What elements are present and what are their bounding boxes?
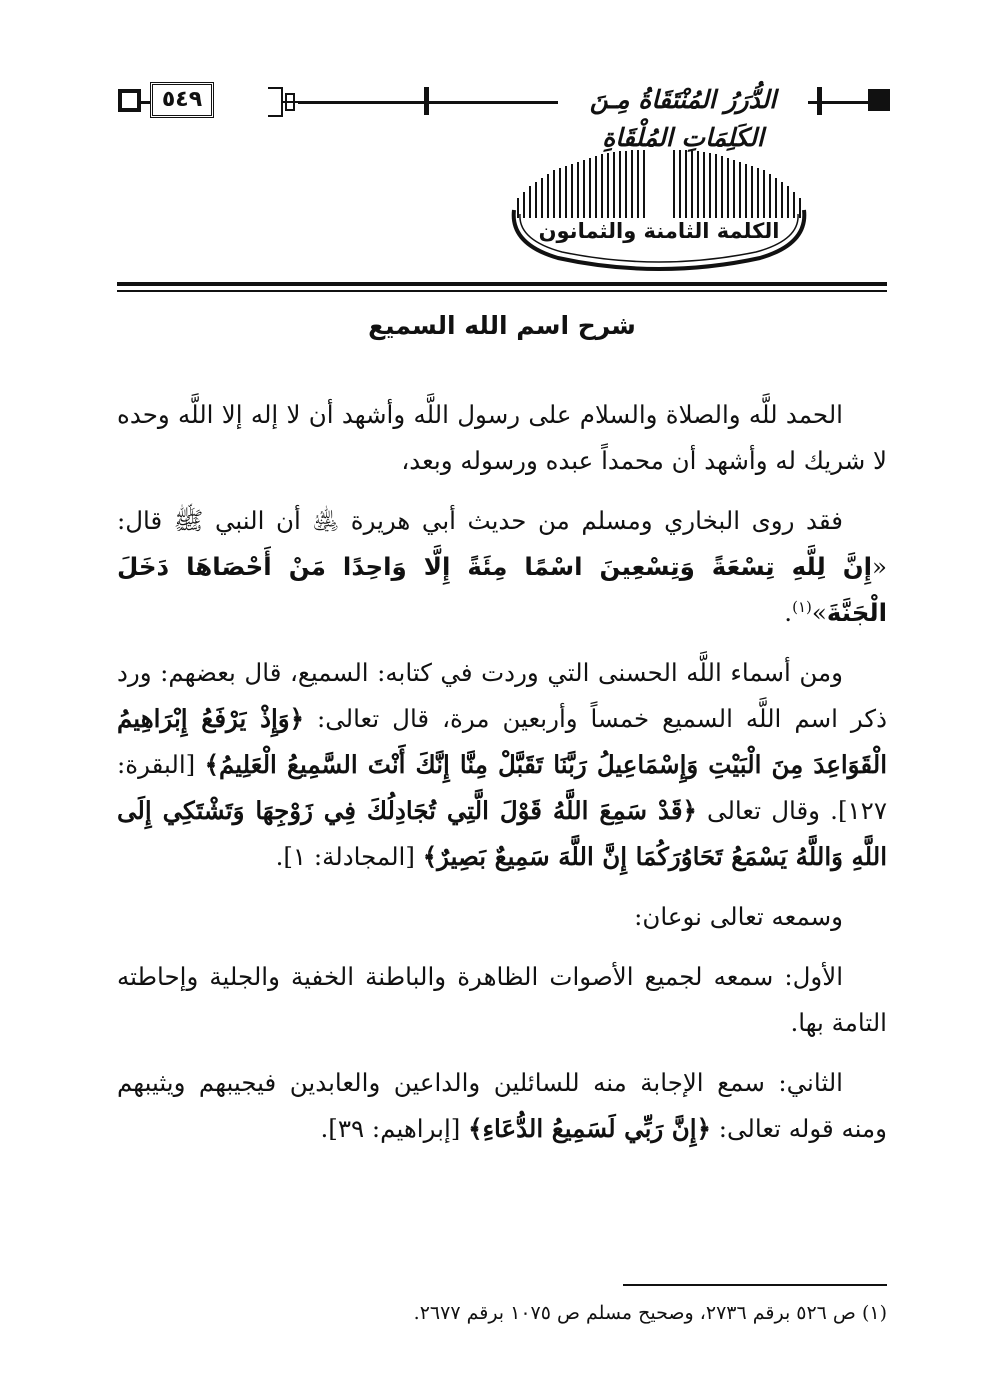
quran-verse-baqarah: ﴿وَإِذْ يَرْفَعُ إِبْرَاهِيمُ الْقَوَاعِدَ مِنَ الْبَيْتِ وَإِسْمَاعِيلُ رَبَّنَا تَقَبَّلْ مِنَّا إِنَّكَ أَنْتَ السَّمِيعُ الْعَلِيمُ﴾ (117, 704, 888, 779)
paragraph-names (117, 650, 887, 880)
header-ornament-square-left (118, 89, 141, 112)
hadith-close: » (811, 598, 827, 627)
paragraph-opening: الحمد للَّه والصلاة والسلام على رسول اللَّه وأشهد أن لا إله إلا اللَّه وحده لا شريك له وأشهد أن محمداً عبده ورسوله وبعد، (117, 400, 887, 475)
chapter-cartouche (498, 148, 820, 274)
header-ornament-square-right (868, 89, 890, 111)
running-header (114, 78, 890, 152)
paragraph-first-type: الأول: سمعه لجميع الأصوات الظاهرة والباطنة الخفية والجلية وإحاطته التامة بها. (117, 962, 887, 1037)
section-title: شرح اسم الله السميع (368, 311, 636, 340)
verse-reference-baqarah: [البقرة: ١٢٧]. وقال تعالى (117, 750, 887, 825)
body-text (117, 392, 887, 1166)
verse-reference-ibrahim: [إبراهيم: ٣٩]. (320, 1114, 469, 1143)
verse-reference-mujadila: [المجادلة: ١]. (275, 842, 423, 871)
quran-verse-mujadila: ﴿قَدْ سَمِعَ اللَّهُ قَوْلَ الَّتِي تُجَادِلُكَ فِي زَوْجِهَا وَتَشْتَكِي إِلَى اللَّهِ وَاللَّهُ يَسْمَعُ تَحَاوُرَكُمَا إِنَّ اللَّهَ سَمِيعٌ بَصِيرٌ﴾ (117, 796, 887, 871)
footnote: (١) ص ٥٢٦ برقم ٢٧٣٦، وصحيح مسلم ص ١٠٧٥ برقم ٢٦٧٧. (413, 1302, 887, 1324)
second-type-text: الثاني: سمع الإجابة منه للسائلين والداعين والعابدين فيجيبهم ويثيبهم ومنه قوله تعالى: (117, 1068, 887, 1143)
paragraph-second-type (117, 1060, 887, 1152)
paragraph-hadith (117, 498, 887, 636)
paragraph-types: وسمعه تعالى نوعان: (634, 902, 843, 931)
page-number: ٥٤٩ (150, 82, 214, 118)
section-divider-bottom (117, 290, 887, 292)
hadith-intro: فقد روى البخاري ومسلم من حديث أبي هريرة ﵁ أن النبي ﷺ قال: « (117, 506, 887, 581)
hadith-quote: إِنَّ لِلَّهِ تِسْعَةً وَتِسْعِينَ اسْمًا مِئَةً إِلَّا وَاحِدًا مَنْ أَحْصَاهَا دَخَلَ الْجَنَّةَ (117, 552, 887, 627)
footnote-reference[interactable]: (١) (792, 597, 812, 616)
section-divider-top (117, 282, 887, 286)
names-intro: ومن أسماء اللَّه الحسنى التي وردت في كتابه: السميع، قال بعضهم: ورد ذكر اسم اللَّه السميع خمساً وأربعين مرة، قال تعالى: (117, 658, 888, 733)
quran-verse-ibrahim: ﴿إِنَّ رَبِّي لَسَمِيعُ الدُّعَاءِ﴾ (468, 1114, 711, 1143)
footnote-separator (623, 1284, 887, 1286)
chapter-title: الكلمة الثامنة والثمانون (538, 219, 780, 243)
cartouche-frame-icon (498, 148, 820, 274)
header-ornament-tick (817, 87, 822, 115)
hadith-end: . (784, 598, 793, 627)
header-rule-middle (298, 101, 426, 104)
running-title: الدُّرَرُ المُنْتَقَاةُ مِـنَ الكَلِمَاتِ المُلْقَاةِ (558, 81, 808, 157)
